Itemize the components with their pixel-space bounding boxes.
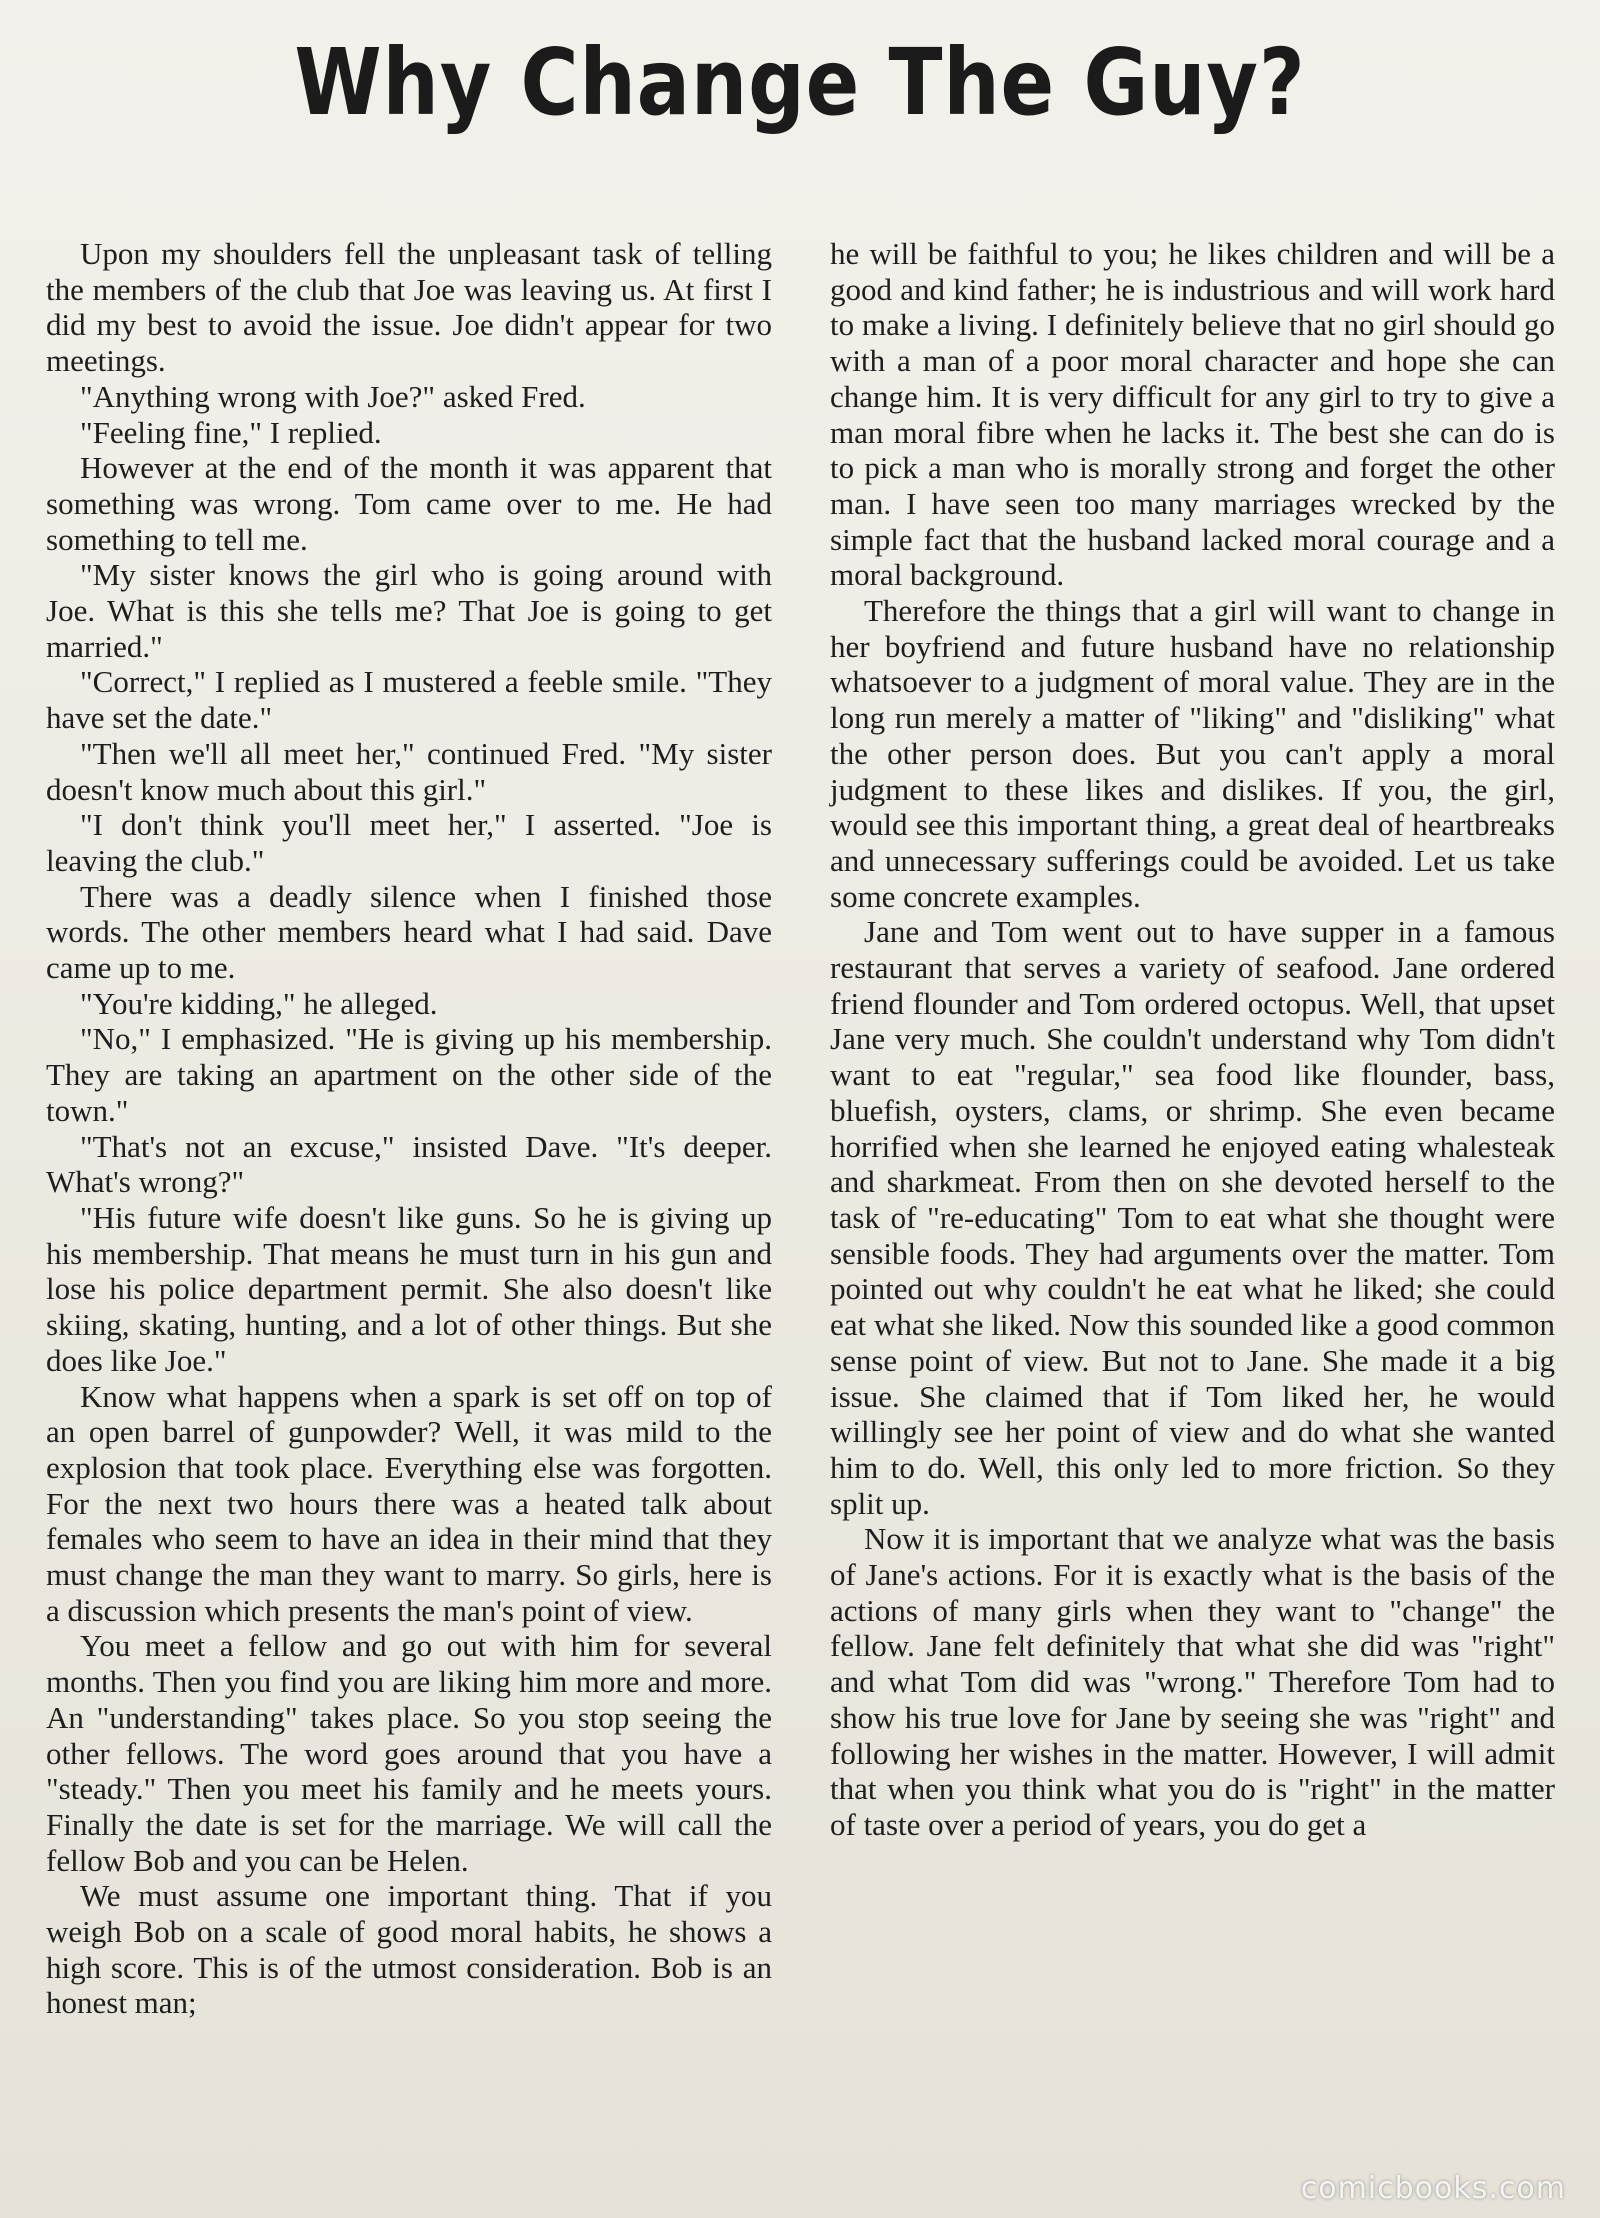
paragraph: "Anything wrong with Joe?" asked Fred.: [80, 378, 586, 414]
paragraph: "Correct," I replied as I mustered a feeble smile. "They have set the date.": [46, 664, 772, 736]
paragraph: "No," I emphasized. "He is giving up his membership. They are taking an apartment on the other side of the town.": [46, 1021, 772, 1128]
paragraph: Now it is important that we analyze what was the basis of Jane's actions. For it is exactly what is the basis of the actions of many girls when they want to "change" the fellow. Jane felt definitely that what she did was "right" and what Tom did was "wrong." Therefore Tom had to show his true love for Jane by seeing she was "right" and following her wishes in the matter. However, I will admit that when you think what you do is "right" in the matter of taste over a period of years, you do get a: [830, 1521, 1555, 1842]
watermark: comicbooks.com: [1300, 2171, 1566, 2206]
paragraph: Know what happens when a spark is set off on top of an open barrel of gunpowder? Well, it was mild to the explosion that took place. Everything else was forgotten. For the next two hours there was a heated talk about females who seem to have an idea in their mind that they must change the man they want to marry. So girls, here is a discussion which presents the man's point of view.: [46, 1378, 772, 1628]
paragraph: Therefore the things that a girl will want to change in her boyfriend and future husband have no relationship whatsoever to a judgment of moral value. They are in the long run merely a matter of "liking" and "disliking" what the other person does. But you can't apply a moral judgment to these likes and dislikes. If you, the girl, would see this important thing, a great deal of heartbreaks and unnecessary sufferings could be avoided. Let us take some concrete examples.: [830, 593, 1555, 914]
right-column: [830, 236, 1555, 1843]
paragraph: "My sister knows the girl who is going around with Joe. What is this she tells me? That Joe is going to get married.": [46, 557, 772, 664]
paragraph: "Then we'll all meet her," continued Fred. "My sister doesn't know much about this girl.": [46, 735, 772, 807]
paragraph: he will be faithful to you; he likes children and will be a good and kind father; he is industrious and will work hard to make a living. I definitely believe that no girl should go with a man of a poor moral character and hope she can change him. It is very difficult for any girl to try to give a man moral fibre when he lacks it. The best she can do is to pick a man who is morally strong and forget the other man. I have seen too many marriages wrecked by the simple fact that the husband lacked moral courage and a moral background.: [830, 236, 1555, 593]
article-title: Why Change The Guy?: [294, 29, 1306, 136]
paragraph: There was a deadly silence when I finished those words. The other members heard what I had said. Dave came up to me.: [46, 878, 772, 986]
left-column: [46, 236, 772, 2021]
paragraph: Upon my shoulders fell the unpleasant task of telling the members of the club that Joe was leaving us. At first I did my best to avoid the issue. Joe didn't appear for two meetings.: [46, 236, 772, 379]
paragraph: "That's not an excuse," insisted Dave. "It's deeper. What's wrong?": [46, 1128, 772, 1200]
paragraph: However at the end of the month it was apparent that something was wrong. Tom came over to me. He had something to tell me.: [46, 450, 772, 557]
paragraph: We must assume one important thing. That if you weigh Bob on a scale of good moral habits, he shows a high score. This is of the utmost consideration. Bob is an honest man;: [46, 1878, 772, 2021]
paragraph: You meet a fellow and go out with him for several months. Then you find you are liking him more and more. An "understanding" takes place. So you stop seeing the other fellows. The word goes around that you have a "steady." Then you meet his family and he meets yours. Finally the date is set for the marriage. We will call the fellow Bob and you can be Helen.: [46, 1628, 772, 1878]
paragraph: "Feeling fine," I replied.: [80, 414, 382, 450]
paragraph: "You're kidding," he alleged.: [80, 985, 438, 1021]
paragraph: "I don't think you'll meet her," I asserted. "Joe is leaving the club.": [46, 807, 772, 878]
paragraph: "His future wife doesn't like guns. So he is giving up his membership. That means he must turn in his gun and lose his police department permit. She also doesn't like skiing, skating, hunting, and a lot of other things. But she does like Joe.": [46, 1199, 772, 1378]
paragraph: Jane and Tom went out to have supper in a famous restaurant that serves a variety of seafood. Jane ordered friend flounder and Tom ordered octopus. Well, that upset Jane very much. She couldn't understand why Tom didn't want to eat "regular," sea food like flounder, bass, bluefish, oysters, clams, or shrimp. She even became horrified when she learned he enjoyed eating whalesteak and sharkmeat. From then on she devoted herself to the task of "re-educating" Tom to eat what she thought were sensible foods. They had arguments over the matter. Tom pointed out why couldn't he eat what he liked; she could eat what she liked. Now this sounded like a good common sense point of view. But not to Jane. She made it a big issue. She claimed that if Tom liked her, he would willingly see her point of view and do what she wanted him to do. Well, this only led to more friction. So they split up.: [830, 914, 1555, 1521]
